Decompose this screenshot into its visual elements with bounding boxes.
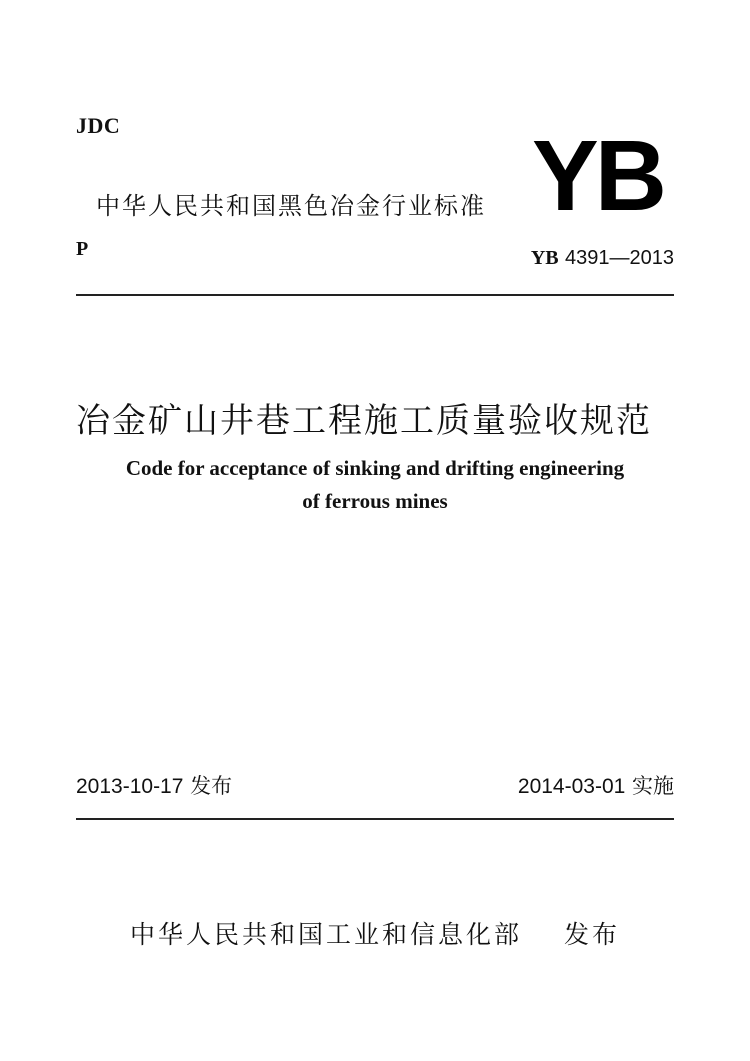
yb-logo: YB [532, 120, 663, 232]
effective-date: 2014-03-01 [517, 775, 626, 798]
top-divider [76, 294, 674, 296]
standard-category: 中华人民共和国黑色冶金行业标准 [96, 192, 486, 220]
classification-mark: P [76, 238, 89, 260]
bottom-divider [76, 818, 674, 820]
issue-date: 2013-10-17 [76, 775, 184, 798]
issuer-action: 发布 [564, 920, 621, 949]
title-chinese: 冶金矿山井巷工程施工质量验收规范 [76, 401, 652, 441]
title-english-line2: of ferrous mines [302, 489, 448, 513]
effective-date-block [518, 770, 674, 800]
title-english [76, 452, 674, 518]
standard-number-value: 4391—2013 [565, 247, 674, 269]
effective-label: 实施 [632, 774, 674, 798]
issuer: 中华人民共和国工业和信息化部 [130, 920, 523, 949]
issue-label: 发布 [190, 774, 233, 798]
standard-number [531, 245, 674, 270]
standard-code: YB [530, 247, 559, 269]
title-english-line1: Code for acceptance of sinking and drifting engineering [125, 456, 625, 480]
issue-date-block [76, 770, 232, 800]
udc-label: JDC [76, 113, 121, 138]
